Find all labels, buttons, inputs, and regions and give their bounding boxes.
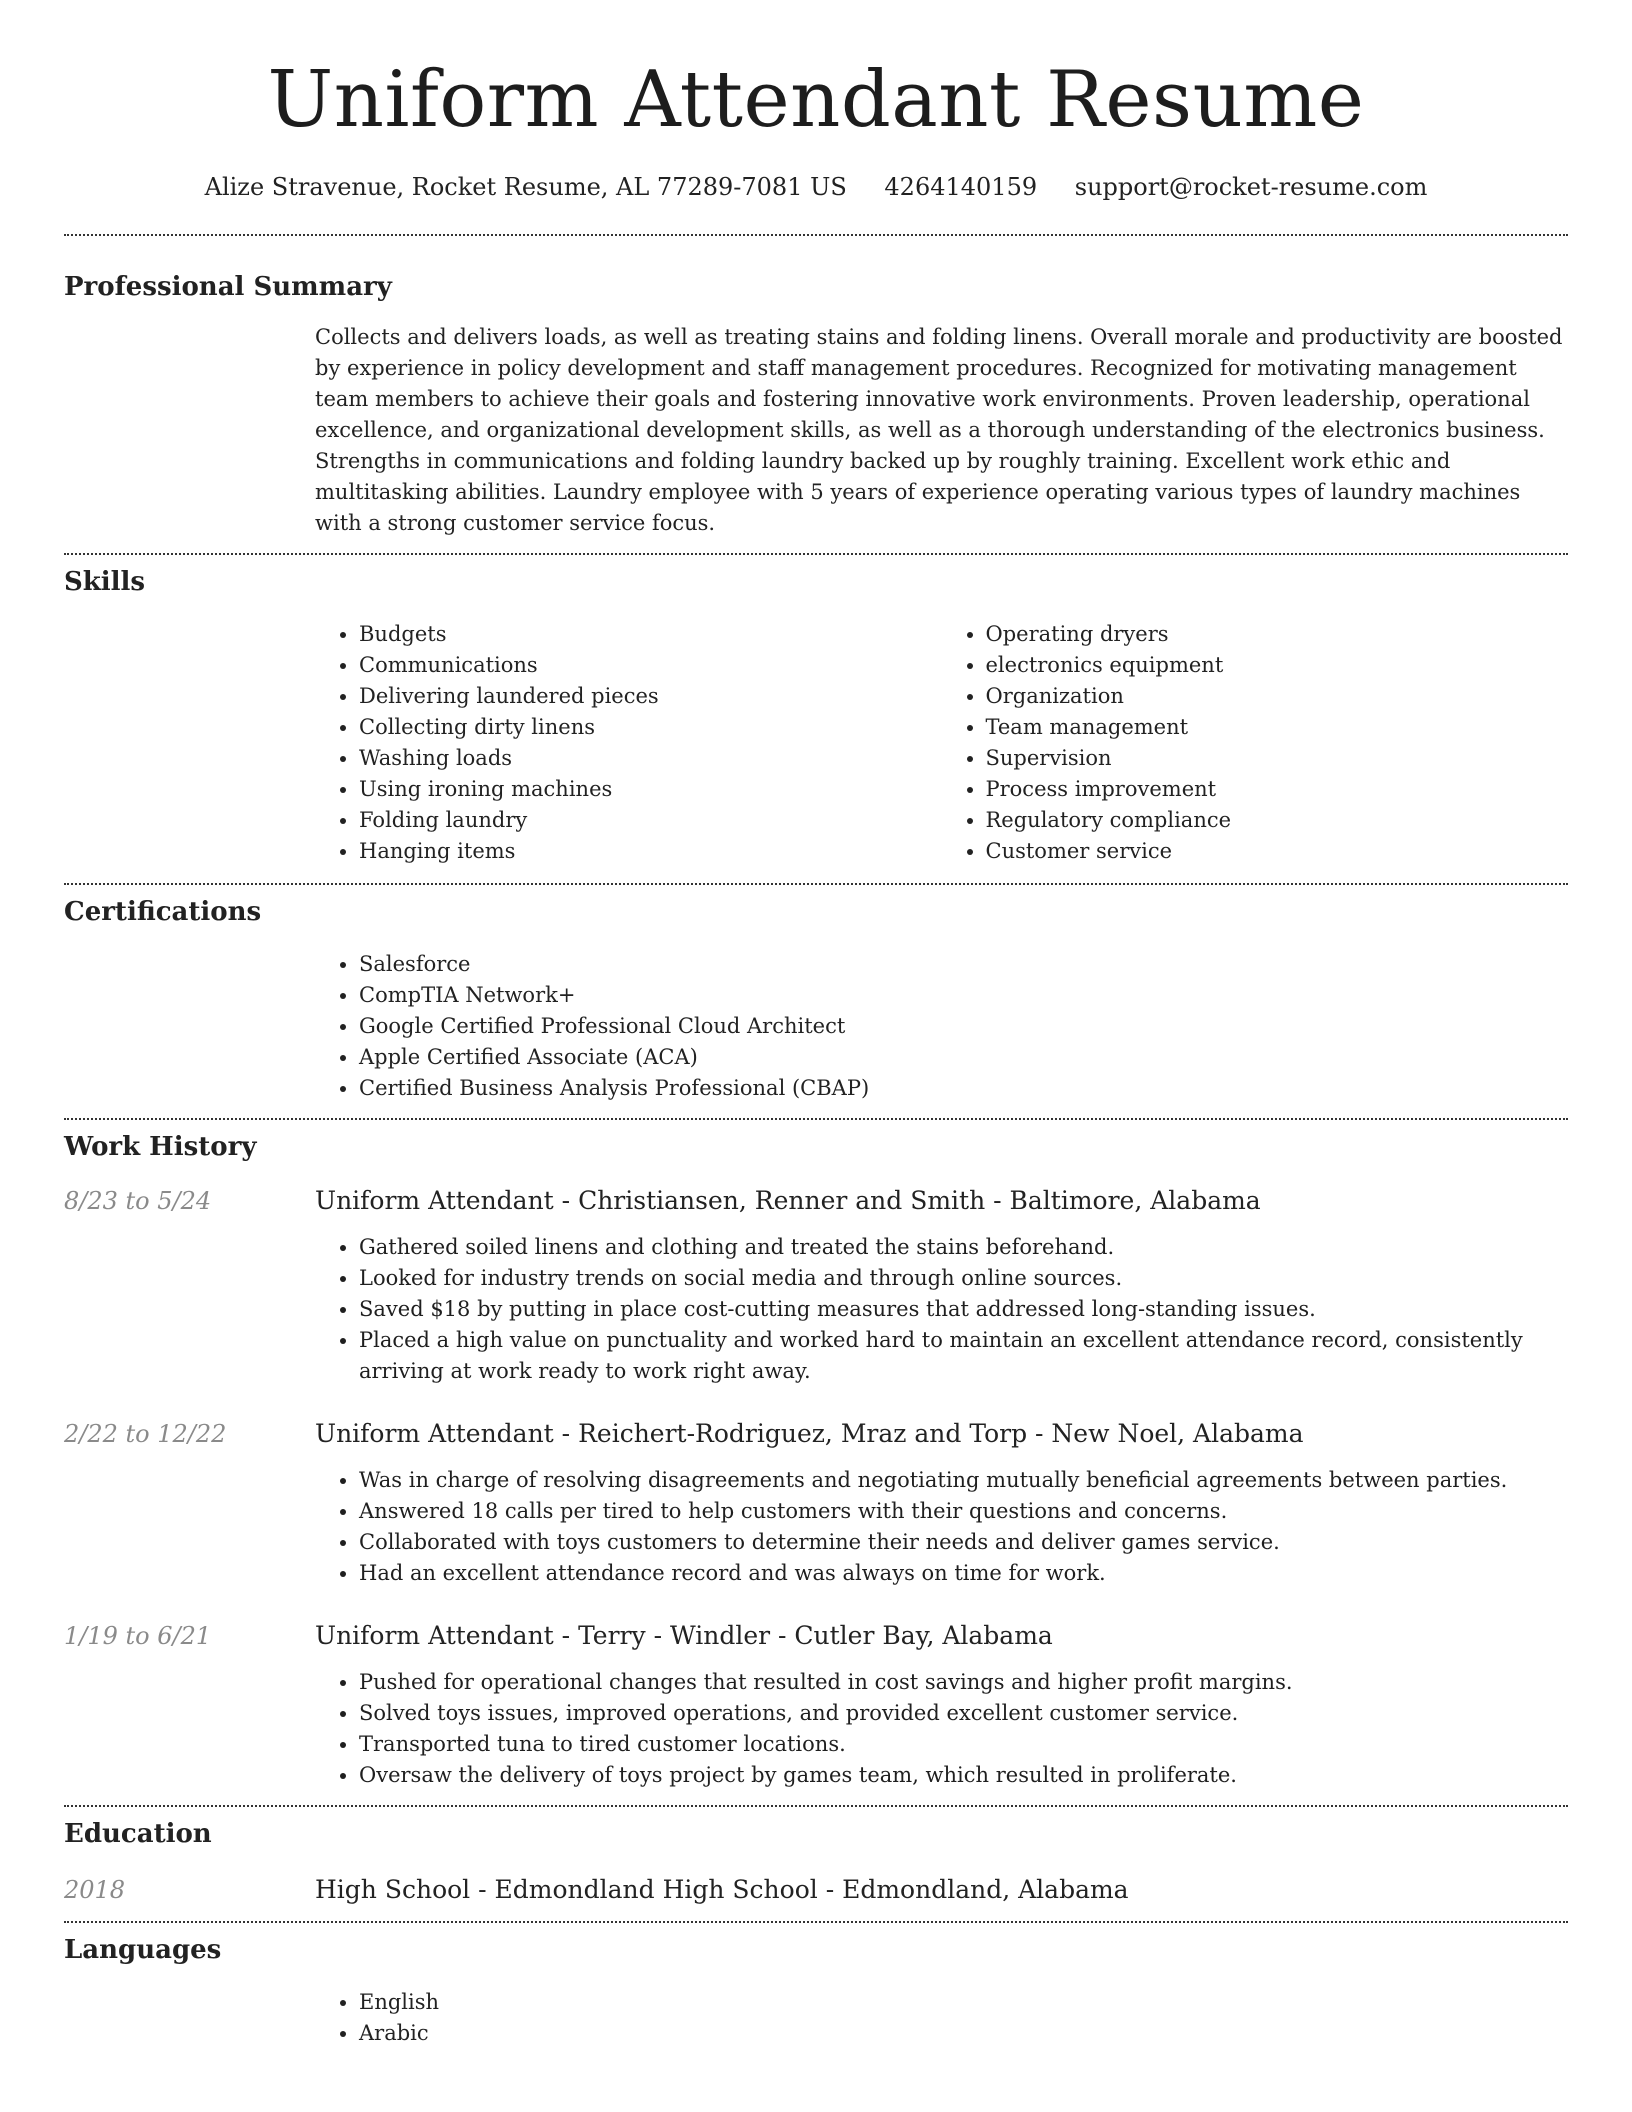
list-item: • Budgets [359,619,942,650]
list-item: • Customer service [986,836,1569,867]
list-item: • Transported tuna to tired customer locations. [359,1729,1568,1760]
languages-heading: Languages [64,1935,222,1965]
contact-phone: 4264140159 [884,173,1038,201]
skills-heading: Skills [64,567,146,597]
list-item: • Team management [986,712,1569,743]
list-item: • Google Certified Professional Cloud Architect [359,1011,1568,1042]
work-heading: Work History [64,1132,257,1162]
summary-section [64,270,1568,553]
list-item: • Looked for industry trends on social media and through online sources. [359,1263,1568,1294]
job-bullets [315,1465,1568,1589]
education-section [64,1817,1568,1921]
list-item: • Hanging items [359,836,942,867]
skills-list-left [315,619,942,867]
list-item: • Using ironing machines [359,774,942,805]
list-item: • Salesforce [359,949,1568,980]
list-item: • Solved toys issues, improved operations, and provided excellent customer service. [359,1698,1568,1729]
list-item: • CompTIA Network+ [359,980,1568,1011]
job-date: 2/22 to 12/22 [64,1420,227,1448]
list-item: • Certified Business Analysis Professional (CBAP) [359,1073,1568,1104]
section-divider [64,234,1568,236]
list-item: • Had an excellent attendance record and was always on time for work. [359,1558,1568,1589]
list-item: • Answered 18 calls per tired to help customers with their questions and concerns. [359,1496,1568,1527]
list-item: • Delivering laundered pieces [359,681,942,712]
list-item: • Folding laundry [359,805,942,836]
list-item: • Communications [359,650,942,681]
summary-heading: Professional Summary [64,272,392,302]
list-item: • Placed a high value on punctuality and worked hard to maintain an excellent attendance record, consistently arriving at work ready to work right away. [359,1325,1568,1387]
section-divider [64,883,1568,885]
list-item: • electronics equipment [986,650,1569,681]
list-item: • Washing loads [359,743,942,774]
education-date: 2018 [64,1876,126,1904]
list-item: • Collecting dirty linens [359,712,942,743]
list-item: • Apple Certified Associate (ACA) [359,1042,1568,1073]
list-item: • English [359,1987,1568,2018]
resume-title: Uniform Attendant Resume [267,55,1365,145]
job-entry [64,1619,1568,1805]
list-item: • Operating dryers [986,619,1569,650]
education-title: High School - Edmondland High School - Edmondland, Alabama [315,1875,1129,1904]
skills-section [64,565,1568,883]
job-title: Uniform Attendant - Terry - Windler - Cutler Bay, Alabama [315,1621,1053,1650]
job-date: 1/19 to 6/21 [64,1622,212,1650]
list-item: • Supervision [986,743,1569,774]
certifications-section [64,895,1568,1118]
job-title: Uniform Attendant - Reichert-Rodriguez, Mraz and Torp - New Noel, Alabama [315,1419,1304,1448]
list-item: • Organization [986,681,1569,712]
contact-email: support@rocket-resume.com [1074,173,1428,201]
section-divider [64,553,1568,555]
job-title: Uniform Attendant - Christiansen, Renner and Smith - Baltimore, Alabama [315,1186,1261,1215]
list-item: • Collaborated with toys customers to determine their needs and deliver games service. [359,1527,1568,1558]
list-item: • Gathered soiled linens and clothing and treated the stains beforehand. [359,1232,1568,1263]
languages-list [315,1987,1568,2049]
list-item: • Pushed for operational changes that resulted in cost savings and higher profit margins. [359,1667,1568,1698]
list-item: • Oversaw the delivery of toys project by games team, which resulted in proliferate. [359,1760,1568,1791]
list-item: • Regulatory compliance [986,805,1569,836]
list-item: • Arabic [359,2018,1568,2049]
section-divider [64,1118,1568,1120]
languages-section [64,1933,1568,2049]
resume-page [64,0,1568,2049]
job-bullets [315,1667,1568,1791]
summary-text: Collects and delivers loads, as well as treating stains and folding linens. Overall morale and productivity are boosted by experience in policy development and staff management procedures. Recognized for motivating management team members to achieve their goals and fostering innovative work environments. Proven leadership, operational excellence, and organizational development skills, as well as a thorough understanding of the electronics business. Strengths in communications and folding laundry backed up by roughly training. Excellent work ethic and multitasking abilities. Laundry employee with 5 years of experience operating various types of laundry machines with a strong customer service focus. [315,325,1563,535]
list-item: • Was in charge of resolving disagreements and negotiating mutually beneficial agreements between parties. [359,1465,1568,1496]
section-divider [64,1921,1568,1923]
job-date: 8/23 to 5/24 [64,1187,212,1215]
section-divider [64,1805,1568,1807]
contact-address: Alize Stravenue, Rocket Resume, AL 77289-7081 US [204,173,847,201]
certifications-heading: Certifications [64,897,262,927]
skills-list-right [942,619,1569,867]
list-item: • Saved $18 by putting in place cost-cutting measures that addressed long-standing issues. [359,1294,1568,1325]
contact-line [64,170,1568,204]
job-bullets [315,1232,1568,1387]
job-entry [64,1417,1568,1589]
work-section [64,1130,1568,1805]
job-entry [64,1184,1568,1387]
certifications-list [315,949,1568,1104]
list-item: • Process improvement [986,774,1569,805]
education-heading: Education [64,1819,212,1849]
